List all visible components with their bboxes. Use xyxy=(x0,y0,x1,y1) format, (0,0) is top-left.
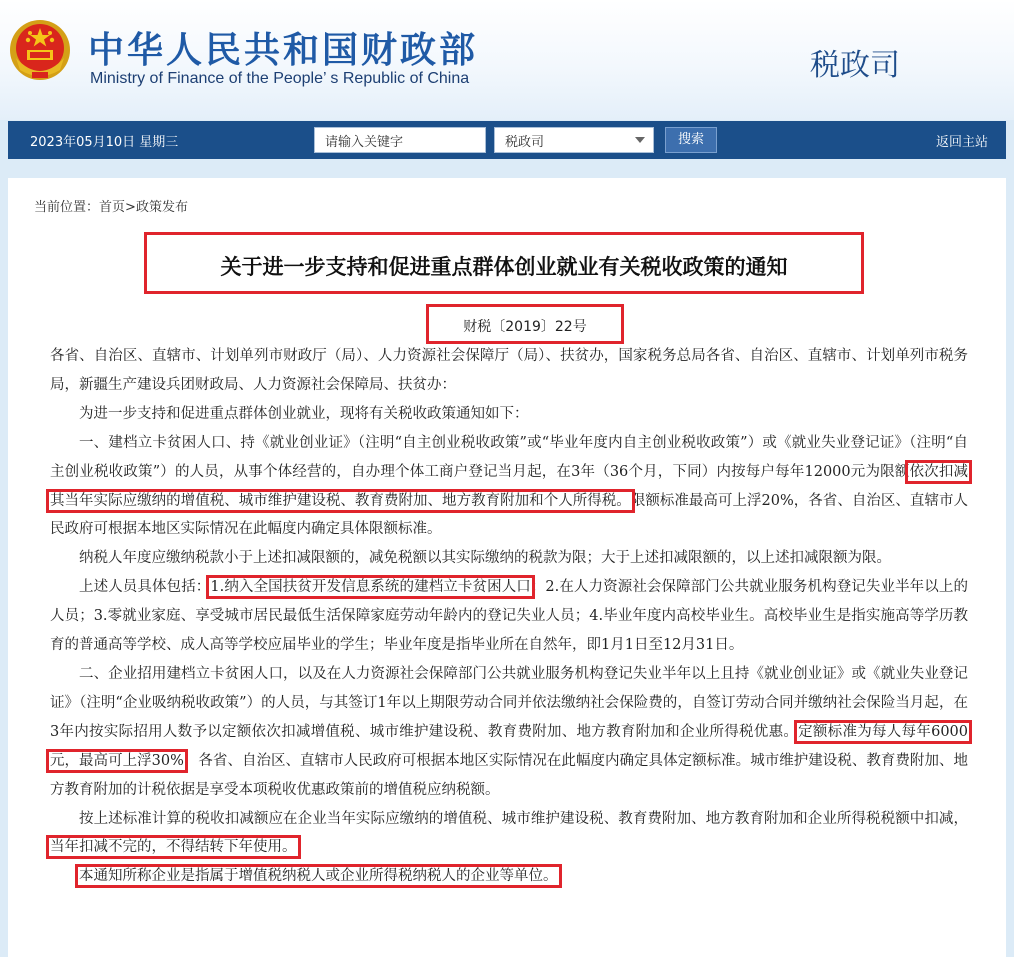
addressee-paragraph: 各省、自治区、直辖市、计划单列市财政厅（局）、人力资源社会保障厅（局）、扶贫办，国家税务总局各省、自治区、直辖市、计划单列市税务局，新疆生产建设兵团财政局、人力资源社会保障局、扶贫办： xyxy=(50,348,968,393)
highlight-no-carryover: 当年扣减不完的，不得结转下年使用。 xyxy=(50,839,297,856)
paragraph-3-text-a: 上述人员具体包括： xyxy=(79,579,211,596)
breadcrumb xyxy=(34,196,188,215)
breadcrumb-separator: > xyxy=(125,200,136,215)
highlight-poverty-population: 1.纳入全国扶贫开发信息系统的建档立卡贫困人口 xyxy=(210,579,531,596)
scope-select-value: 税政司 xyxy=(505,135,545,150)
highlight-quota-standard: 定额标准为每人每年6000元，最高可上浮30% xyxy=(50,723,968,769)
scope-select[interactable] xyxy=(494,127,654,153)
site-name-en: Ministry of Finance of the People’ s Republic of China xyxy=(90,70,470,87)
search-button[interactable]: 搜索 xyxy=(665,127,717,153)
highlight-tax-list: 依次扣减其当年实际应缴纳的增值税、城市维护建设税、教育费附加、地方教育附加和个人所得税。 xyxy=(50,463,968,509)
paragraph-4 xyxy=(50,660,968,805)
site-name-cn: 中华人民共和国财政部 xyxy=(88,30,479,71)
intro-paragraph: 为进一步支持和促进重点群体创业就业，现将有关税收政策通知如下： xyxy=(79,405,529,422)
chevron-down-icon xyxy=(635,137,645,143)
national-emblem-icon xyxy=(8,18,72,84)
paragraph-1-text-a: 一、建档立卡贫困人口、持《就业创业证》（注明“自主创业税收政策”或“毕业年度内自主创业税收政策”）或《就业失业登记证》（注明“自主创业税收政策”）的人员，从事个体经营的，自办理个体工商户登记当月起，在3年（36个月，下同）内按每户每年12000元为限额 xyxy=(50,434,968,480)
paragraph-4-text-b: ，各省、自治区、直辖市人民政府可根据本地区实际情况在此幅度内确定具体定额标准。城市维护建设税、教育费附加、地方教育附加的计税依据是享受本项税收优惠政策前的增值税应纳税额。 xyxy=(50,752,968,798)
article-title: 关于进一步支持和促进重点群体创业就业有关税收政策的通知 xyxy=(220,255,788,279)
article-panel xyxy=(8,178,1006,957)
highlight-enterprise-definition: 本通知所称企业是指属于增值税纳税人或企业所得税纳税人的企业等单位。 xyxy=(79,868,558,885)
paragraph-3 xyxy=(50,573,968,660)
department-name: 税政司 xyxy=(810,48,900,83)
paragraph-1 xyxy=(50,429,968,545)
paragraph-5-text-a: 按上述标准计算的税收扣减额应在企业当年实际应缴纳的增值税、城市维护建设税、教育费附加、地方教育附加和企业所得税税额中扣减， xyxy=(79,810,968,827)
paragraph-4-text-a: 二、企业招用建档立卡贫困人口，以及在人力资源社会保障部门公共就业服务机构登记失业半年以上且持《就业创业证》或《就业失业登记证》（注明“企业吸纳税收政策”）的人员，与其签订1年以上期限劳动合同并依法缴纳社会保险费的，自签订劳动合同并缴纳社会保险当月起，在3年内按实际招用人数予以定额依次扣减增值税、城市维护建设税、教育费附加、地方教育附加和企业所得税优惠。 xyxy=(50,665,968,740)
paragraph-6 xyxy=(50,862,968,891)
article-body xyxy=(50,342,968,891)
paragraph-5 xyxy=(50,805,968,863)
paragraph-3-text-b: ；2.在人力资源社会保障部门公共就业服务机构登记失业半年以上的人员；3.零就业家庭、享受城市居民最低生活保障家庭劳动年龄内的登记失业人员；4.毕业年度内高校毕业生。高校毕业生是指实施高等学历教育的普通高等学校、成人高等学校应届毕业的学生；毕业年度是指毕业所在自然年，即1月1日至12月31日。 xyxy=(50,579,968,654)
doc-number-highlight-box xyxy=(426,304,624,344)
site-header xyxy=(0,0,1014,120)
navbar xyxy=(8,121,1006,159)
breadcrumb-section[interactable]: 政策发布 xyxy=(135,200,188,215)
breadcrumb-home[interactable]: 首页 xyxy=(99,200,126,215)
paragraph-2: 纳税人年度应缴纳税款小于上述扣减限额的，减免税额以其实际缴纳的税款为限；大于上述扣减限额的，以上述扣减限额为限。 xyxy=(79,550,891,567)
current-date: 2023年05月10日 星期三 xyxy=(30,135,179,150)
title-highlight-box xyxy=(144,232,864,294)
home-link[interactable]: 返回主站 xyxy=(935,135,988,150)
paragraph-1-text-b: 限额标准最高可上浮20%，各省、自治区、直辖市人民政府可根据本地区实际情况在此幅度内确定具体限额标准。 xyxy=(50,492,968,538)
search-input[interactable]: 请输入关键字 xyxy=(314,127,486,153)
document-number: 财税〔2019〕22号 xyxy=(463,319,587,335)
breadcrumb-label: 当前位置： xyxy=(34,200,100,215)
